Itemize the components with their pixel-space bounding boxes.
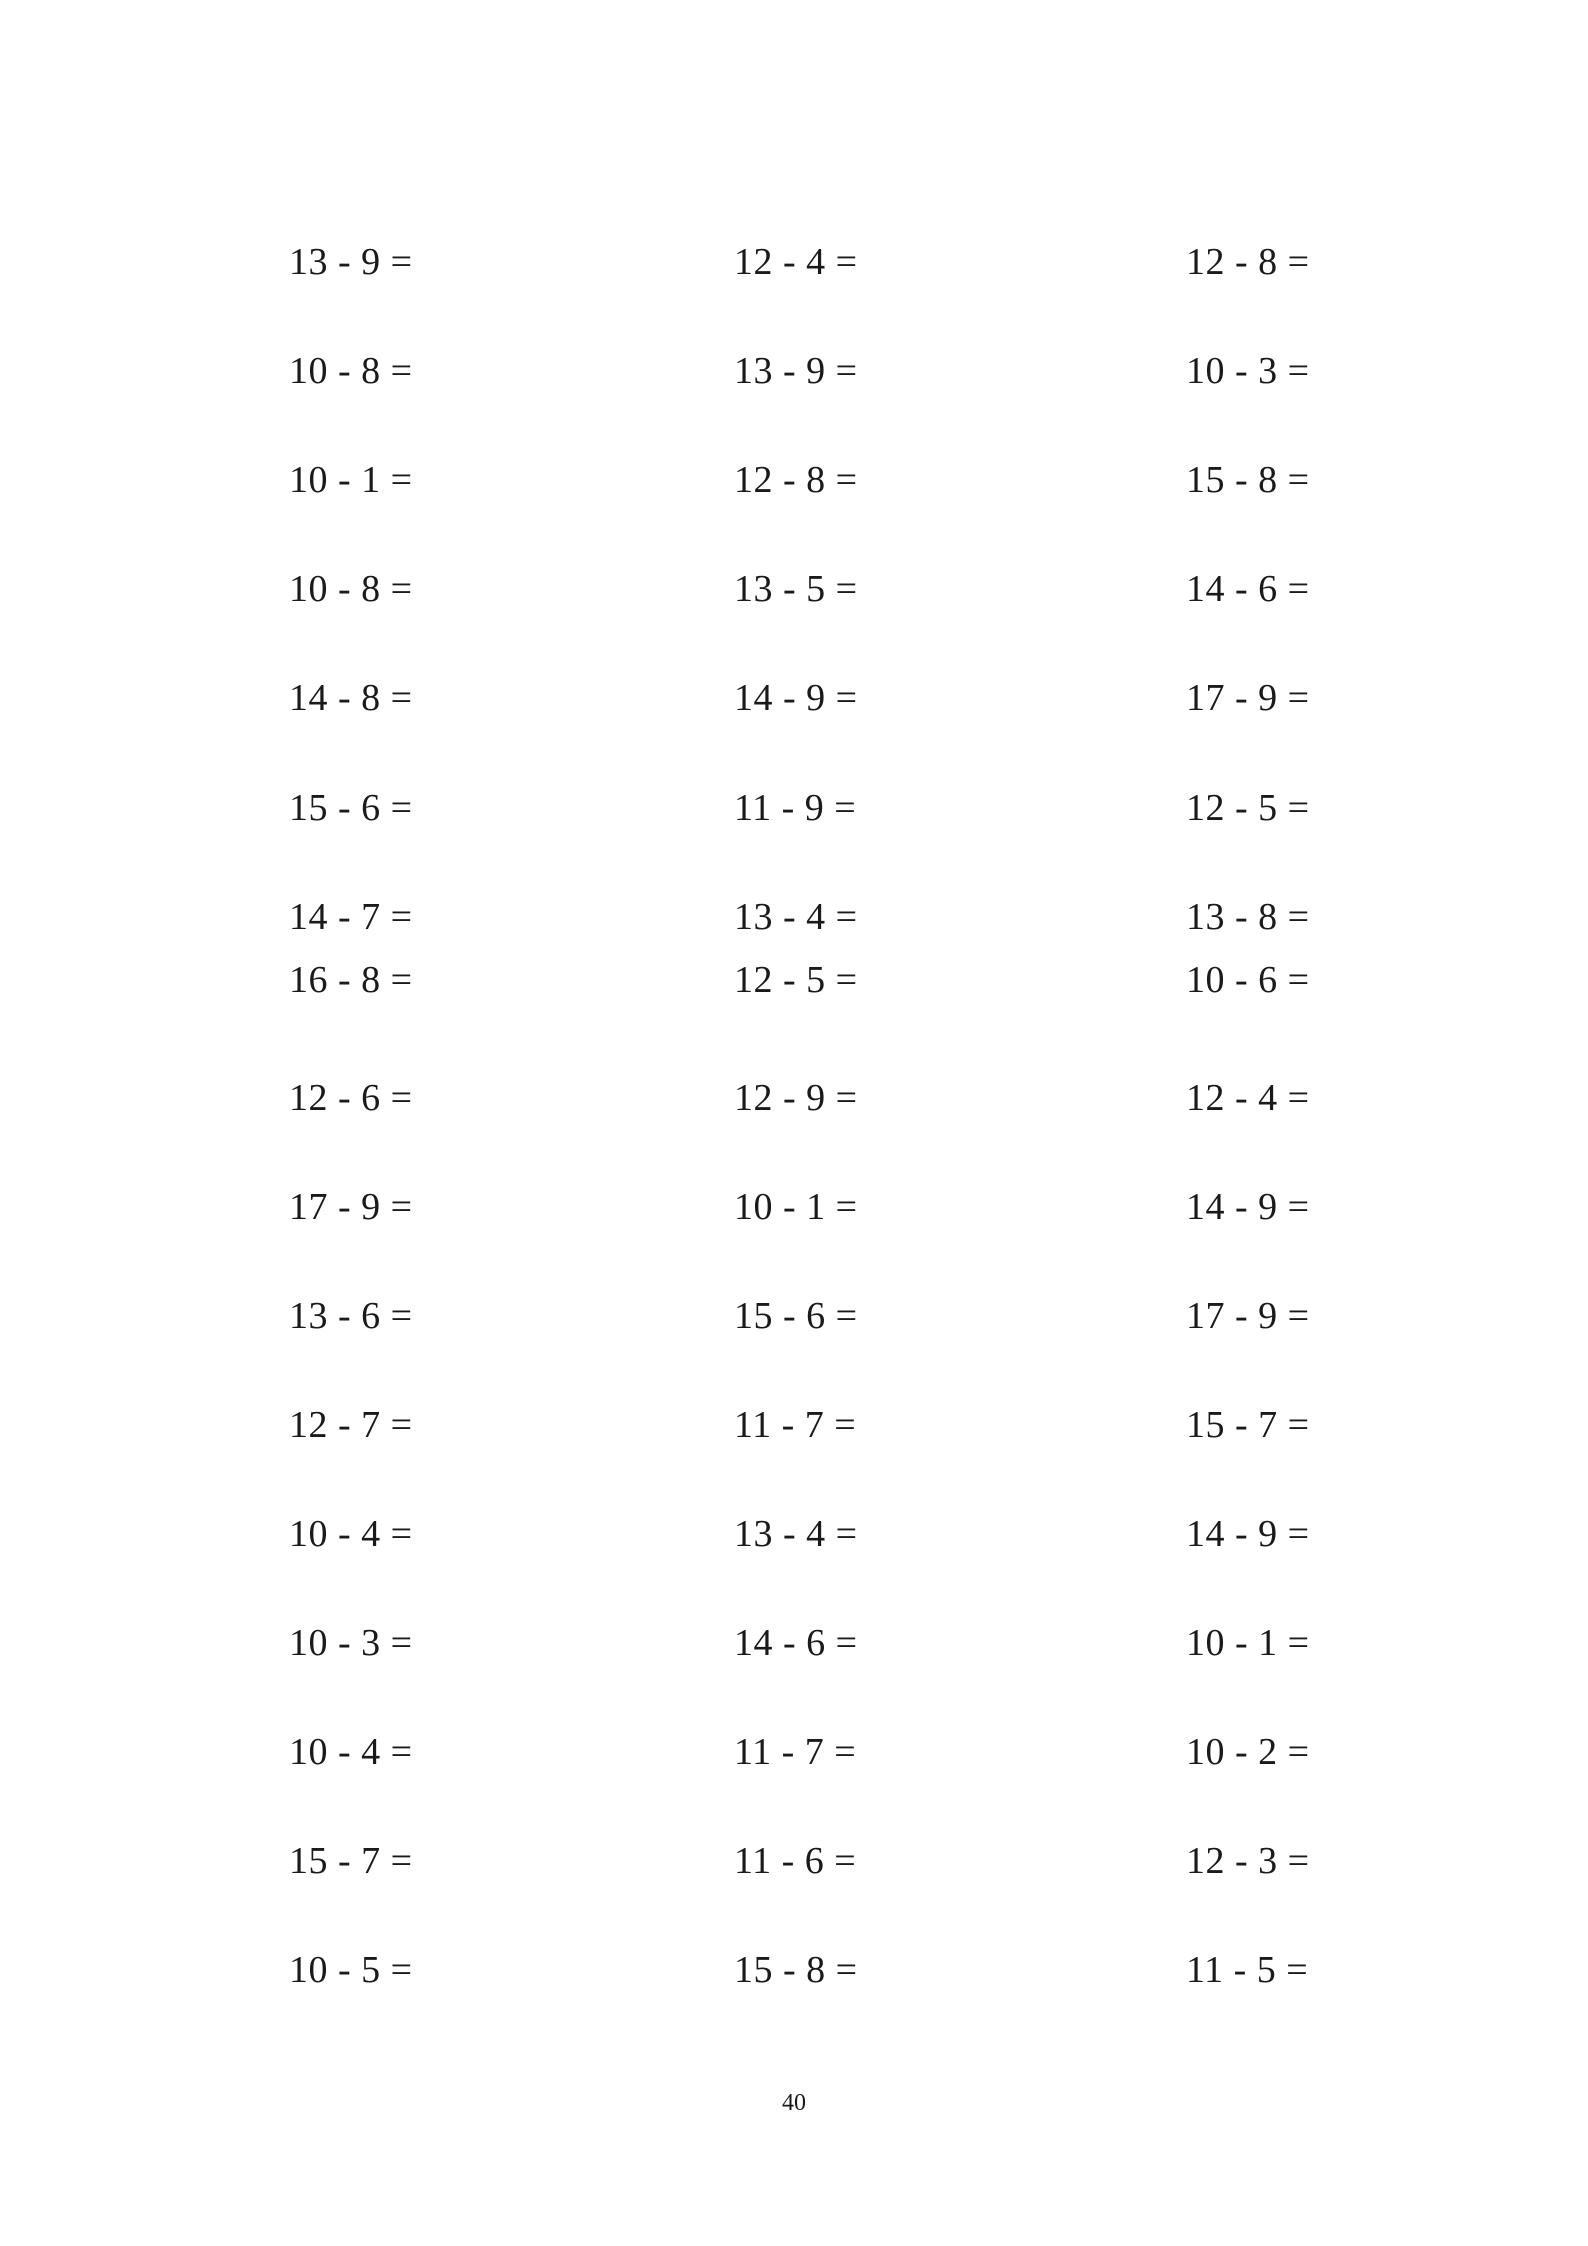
problem-row: [0, 1286, 1588, 1346]
subtraction-problem: 12 - 9 =: [734, 1077, 858, 1119]
subtraction-problem: 14 - 6 =: [1186, 568, 1310, 610]
subtraction-problem: 10 - 5 =: [289, 1949, 413, 1991]
subtraction-problem: 14 - 6 =: [734, 1622, 858, 1664]
subtraction-problem: 17 - 9 =: [1186, 677, 1310, 719]
subtraction-problem: 10 - 3 =: [1186, 350, 1310, 392]
subtraction-problem: 13 - 9 =: [289, 241, 413, 283]
subtraction-problem: 10 - 1 =: [1186, 1622, 1310, 1664]
subtraction-problem: 12 - 4 =: [734, 241, 858, 283]
subtraction-problem: 10 - 6 =: [1186, 959, 1310, 1001]
subtraction-problem: 12 - 7 =: [289, 1404, 413, 1446]
subtraction-problem: 13 - 5 =: [734, 568, 858, 610]
problem-row: [0, 1395, 1588, 1455]
subtraction-problem: 12 - 5 =: [734, 959, 858, 1001]
subtraction-problem: 13 - 4 =: [734, 896, 858, 938]
subtraction-problem: 10 - 2 =: [1186, 1731, 1310, 1773]
subtraction-problem: 11 - 7 =: [734, 1404, 857, 1446]
subtraction-problem: 14 - 7 =: [289, 896, 413, 938]
subtraction-problem: 10 - 4 =: [289, 1731, 413, 1773]
problem-row: [0, 1722, 1588, 1782]
subtraction-problem: 10 - 8 =: [289, 568, 413, 610]
subtraction-problem: 14 - 9 =: [734, 677, 858, 719]
subtraction-problem: 14 - 9 =: [1186, 1513, 1310, 1555]
problem-row: [0, 341, 1588, 401]
problem-row: [0, 1177, 1588, 1237]
subtraction-problem: 11 - 9 =: [734, 787, 857, 829]
subtraction-problem: 15 - 7 =: [1186, 1404, 1310, 1446]
subtraction-problem: 12 - 8 =: [1186, 241, 1310, 283]
subtraction-problem: 15 - 8 =: [1186, 459, 1310, 501]
problem-row: [0, 1504, 1588, 1564]
subtraction-problem: 12 - 5 =: [1186, 787, 1310, 829]
subtraction-problem: 12 - 4 =: [1186, 1077, 1310, 1119]
subtraction-problem: 17 - 9 =: [289, 1186, 413, 1228]
subtraction-problem: 13 - 9 =: [734, 350, 858, 392]
problem-row: [0, 778, 1588, 838]
subtraction-problem: 13 - 6 =: [289, 1295, 413, 1337]
problem-row: [0, 1831, 1588, 1891]
problem-row: [0, 887, 1588, 947]
subtraction-problem: 15 - 7 =: [289, 1840, 413, 1882]
subtraction-problem: 12 - 3 =: [1186, 1840, 1310, 1882]
subtraction-problem: 12 - 6 =: [289, 1077, 413, 1119]
subtraction-problem: 12 - 8 =: [734, 459, 858, 501]
subtraction-problem: 13 - 4 =: [734, 1513, 858, 1555]
subtraction-problem: 15 - 8 =: [734, 1949, 858, 1991]
problem-row: [0, 232, 1588, 292]
subtraction-problem: 16 - 8 =: [289, 959, 413, 1001]
subtraction-problem: 15 - 6 =: [734, 1295, 858, 1337]
problem-row: [0, 450, 1588, 510]
problem-row: [0, 1940, 1588, 2000]
subtraction-problem: 11 - 7 =: [734, 1731, 857, 1773]
page-number: 40: [782, 2090, 806, 2116]
subtraction-problem: 11 - 5 =: [1186, 1949, 1309, 1991]
subtraction-problem: 10 - 1 =: [734, 1186, 858, 1228]
problem-row: [0, 668, 1588, 728]
problem-row: [0, 1613, 1588, 1673]
subtraction-problem: 13 - 8 =: [1186, 896, 1310, 938]
subtraction-problem: 17 - 9 =: [1186, 1295, 1310, 1337]
problem-row: [0, 559, 1588, 619]
subtraction-problem: 10 - 4 =: [289, 1513, 413, 1555]
subtraction-problem: 10 - 1 =: [289, 459, 413, 501]
subtraction-problem: 11 - 6 =: [734, 1840, 857, 1882]
problem-row: [0, 950, 1588, 1010]
subtraction-problem: 14 - 8 =: [289, 677, 413, 719]
subtraction-problem: 10 - 8 =: [289, 350, 413, 392]
subtraction-problem: 14 - 9 =: [1186, 1186, 1310, 1228]
subtraction-problem: 10 - 3 =: [289, 1622, 413, 1664]
problem-row: [0, 1068, 1588, 1128]
subtraction-problem: 15 - 6 =: [289, 787, 413, 829]
